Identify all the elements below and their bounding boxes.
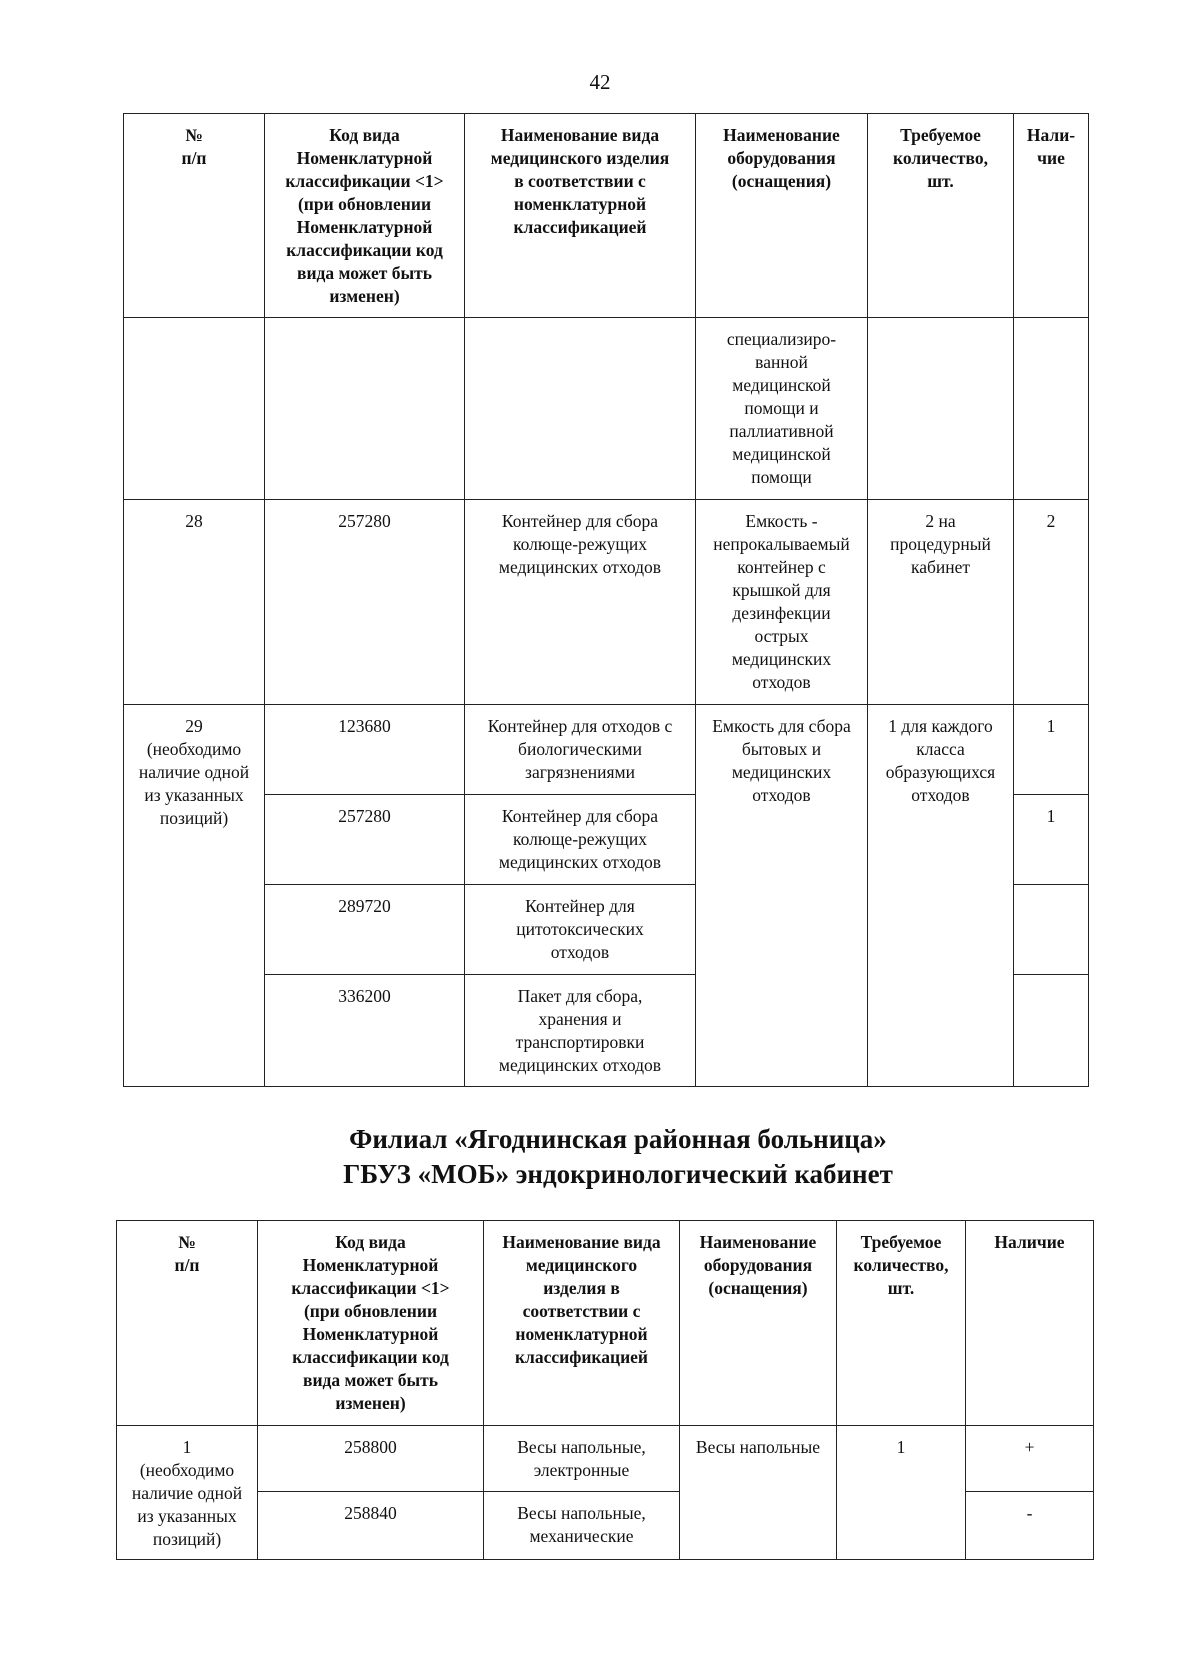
table-row bbox=[124, 318, 1089, 500]
header-equipment: Наименование оборудования (оснащения) bbox=[680, 1221, 837, 1426]
table-header-row bbox=[124, 114, 1089, 318]
cell-device-name: Весы напольные, механические bbox=[484, 1492, 680, 1560]
endocrinology-equipment-table bbox=[116, 1220, 1094, 1560]
cell-device-name bbox=[465, 318, 696, 500]
header-quantity: Требуемое количество, шт. bbox=[837, 1221, 966, 1426]
cell-quantity: 2 на процедурный кабинет bbox=[868, 500, 1014, 705]
cell-code: 257280 bbox=[265, 500, 465, 705]
page-number: 42 bbox=[589, 70, 611, 94]
cell-availability bbox=[1014, 975, 1089, 1087]
cell-code: 289720 bbox=[265, 885, 465, 975]
cell-quantity bbox=[868, 318, 1014, 500]
cell-availability: 1 bbox=[1014, 705, 1089, 795]
table-row bbox=[124, 705, 1089, 795]
cell-device-name: Контейнер для цитотоксических отходов bbox=[465, 885, 696, 975]
header-quantity: Требуемое количество, шт. bbox=[868, 114, 1014, 318]
header-availability: Нали- чие bbox=[1014, 114, 1089, 318]
cell-number: 29 (необходимо наличие одной из указанных позиций) bbox=[124, 705, 265, 1087]
cell-equipment: специализиро- ванной медицинской помощи и паллиативной медицинской помощи bbox=[696, 318, 868, 500]
header-device-name: Наименование вида медицинского изделия в соответствии с номенклатурной классификацией bbox=[465, 114, 696, 318]
cell-availability: 2 bbox=[1014, 500, 1089, 705]
header-number: № п/п bbox=[124, 114, 265, 318]
header-code: Код вида Номенклатурной классификации <1> (при обновлении Номенклатурной классификации код вида может быть изменен) bbox=[258, 1221, 484, 1426]
header-equipment: Наименование оборудования (оснащения) bbox=[696, 114, 868, 318]
cell-equipment: Емкость - непрокалываемый контейнер с крышкой для дезинфекции острых медицинских отходов bbox=[696, 500, 868, 705]
cell-code bbox=[265, 318, 465, 500]
header-device-name: Наименование вида медицинского изделия в соответствии с номенклатурной классификацией bbox=[484, 1221, 680, 1426]
header-code: Код вида Номенклатурной классификации <1> (при обновлении Номенклатурной классификации код вида может быть изменен) bbox=[265, 114, 465, 318]
cell-equipment: Весы напольные bbox=[680, 1426, 837, 1560]
cell-code: 123680 bbox=[265, 705, 465, 795]
cell-device-name: Контейнер для сбора колюще-режущих медицинских отходов bbox=[465, 500, 696, 705]
cell-device-name: Пакет для сбора, хранения и транспортировки медицинских отходов bbox=[465, 975, 696, 1087]
header-availability: Наличие bbox=[966, 1221, 1094, 1426]
cell-availability: 1 bbox=[1014, 795, 1089, 885]
table-row bbox=[124, 500, 1089, 705]
cell-quantity: 1 для каждого класса образующихся отходов bbox=[868, 705, 1014, 1087]
equipment-table-continued bbox=[123, 113, 1089, 1087]
cell-number: 28 bbox=[124, 500, 265, 705]
cell-code: 336200 bbox=[265, 975, 465, 1087]
cell-device-name: Весы напольные, электронные bbox=[484, 1426, 680, 1492]
cell-number: 1 (необходимо наличие одной из указанных позиций) bbox=[117, 1426, 258, 1560]
section-title: Филиал «Ягоднинская районная больница» ГБУЗ «МОБ» эндокринологический кабинет bbox=[343, 1124, 893, 1189]
cell-code: 257280 bbox=[265, 795, 465, 885]
table-row bbox=[117, 1426, 1094, 1492]
table-header-row bbox=[117, 1221, 1094, 1426]
cell-equipment: Емкость для сбора бытовых и медицинских отходов bbox=[696, 705, 868, 1087]
cell-device-name: Контейнер для сбора колюще-режущих медицинских отходов bbox=[465, 795, 696, 885]
cell-code: 258840 bbox=[258, 1492, 484, 1560]
cell-device-name: Контейнер для отходов с биологическими загрязнениями bbox=[465, 705, 696, 795]
cell-code: 258800 bbox=[258, 1426, 484, 1492]
cell-quantity: 1 bbox=[837, 1426, 966, 1560]
cell-availability bbox=[1014, 885, 1089, 975]
cell-availability: + bbox=[966, 1426, 1094, 1492]
cell-number bbox=[124, 318, 265, 500]
cell-availability bbox=[1014, 318, 1089, 500]
cell-availability: - bbox=[966, 1492, 1094, 1560]
header-number: № п/п bbox=[117, 1221, 258, 1426]
